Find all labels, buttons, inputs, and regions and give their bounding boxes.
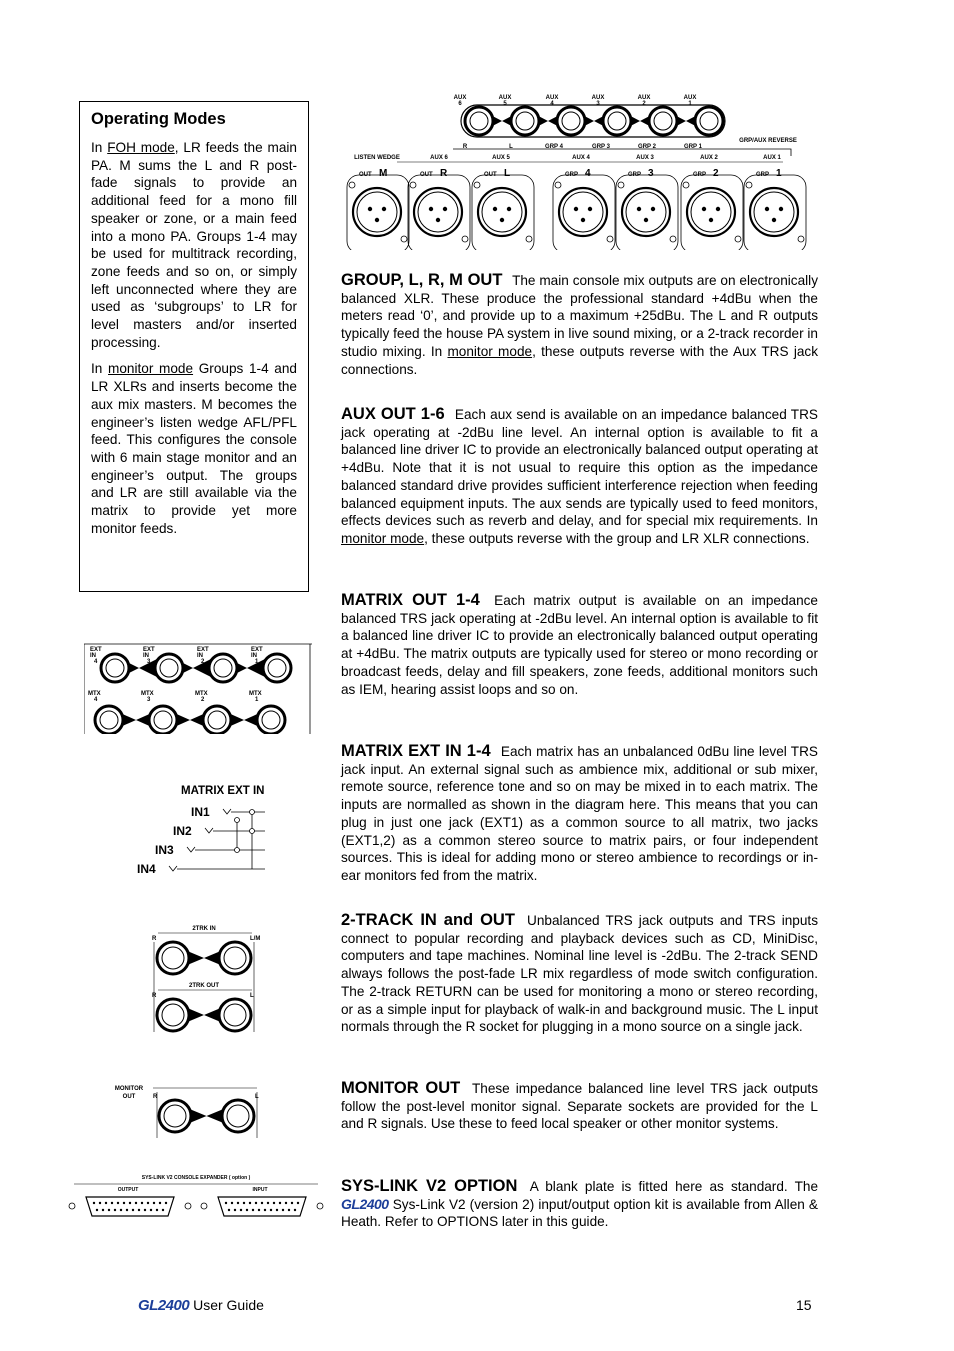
text: Each aux send is available on an impedance balanced TRS jack operating at -2dBu line level. An internal option is available to fit a balanced line driver IC to provide an electronically balanced output operating at +4dBu. Note that it is not usual to require this option as the impedance balanced standard drive provides sufficient interference rejection when feeding balanced equipment inputs. The aux sends are typically used to feed monitors, effects devices such as reverb and delay, and for special mix requirements. In [341, 407, 818, 529]
ext-jack [263, 654, 291, 682]
mid-label: GRP 2 [638, 144, 656, 150]
pin [93, 1202, 95, 1204]
xlr-prefix: OUT [484, 172, 497, 178]
text: In [91, 361, 109, 377]
aux-label: AUX [453, 95, 467, 101]
pin [234, 1209, 236, 1211]
xlr-pin [500, 218, 504, 222]
matrix-out-section [341, 592, 818, 698]
xlr-pin [429, 207, 433, 211]
xlr-pin [716, 207, 720, 211]
pin [120, 1209, 122, 1211]
pin [267, 1202, 269, 1204]
screw-icon [683, 182, 689, 188]
matrix-ext-section [341, 743, 818, 885]
mtx-label: MTX [141, 691, 154, 697]
pin [147, 1202, 149, 1204]
pin [129, 1202, 131, 1204]
pin [123, 1202, 125, 1204]
ext-jack [209, 654, 237, 682]
mtx-label: MTX [88, 691, 101, 697]
aux-jack [695, 107, 723, 135]
pin [276, 1209, 278, 1211]
xlr-socket [478, 188, 526, 236]
pin [153, 1202, 155, 1204]
monitor-mode-link: monitor mode [108, 361, 194, 377]
xlr-socket [750, 188, 798, 236]
text: , these outputs reverse with the Aux TRS jack connections. [341, 343, 819, 377]
sys-link-title: SYS-LINK V2 CONSOLE EXPANDER ( option ) [141, 1175, 251, 1181]
aux-label: 3 [596, 101, 600, 107]
text: These impedance balanced line level TRS jack outputs follow the post-level monitor signal. Separate sockets are provided for the L and R signals. Use these to feed local speaker or other monitor systems. [341, 1081, 819, 1132]
pin [111, 1202, 113, 1204]
ext-label: 3 [147, 659, 151, 665]
ext-in-label: IN3 [155, 843, 174, 857]
screw-icon [185, 1203, 191, 1209]
xlr-label: 1 [776, 168, 782, 179]
pin [258, 1209, 260, 1211]
monitor-label-1: MONITOR [114, 1086, 144, 1092]
pin [255, 1202, 257, 1204]
ext-label: IN [143, 653, 149, 659]
aux-jack [511, 107, 539, 135]
ext-label: 1 [255, 659, 259, 665]
xlr-pin [574, 207, 578, 211]
ext-label: EXT [143, 647, 155, 653]
text: A blank plate is fitted here as standard. The [529, 1179, 819, 1194]
screw-icon [555, 182, 561, 188]
node-icon [235, 848, 240, 853]
xlr-pin [581, 218, 585, 222]
pin [240, 1209, 242, 1211]
jack-symbol-icon [223, 809, 231, 814]
xlr-pin [443, 207, 447, 211]
xlr-pin [368, 207, 372, 211]
pin [144, 1209, 146, 1211]
mid-label: GRP 1 [684, 144, 702, 150]
xlr-prefix: OUT [359, 172, 372, 178]
xlr-socket [353, 188, 401, 236]
node-icon [235, 818, 240, 823]
screw-icon [798, 236, 804, 242]
monitor-mode-link: monitor mode [341, 530, 425, 546]
aux-jacks [465, 107, 723, 135]
pin [228, 1209, 230, 1211]
pin [132, 1209, 134, 1211]
two-track-out-left: R [152, 993, 157, 999]
pin [126, 1209, 128, 1211]
mid-label: GRP 4 [545, 144, 563, 150]
ext-label: IN [251, 653, 257, 659]
xlr-socket [414, 188, 462, 236]
xlr-pin [493, 207, 497, 211]
footer-user-guide: User Guide [189, 1297, 264, 1313]
monitor-mode-link: monitor mode [447, 343, 533, 359]
pin [282, 1209, 284, 1211]
sys-link-heading: SYS-LINK V2 OPTION [341, 1177, 518, 1195]
screw-icon [462, 236, 468, 242]
xlr-label: 3 [648, 168, 654, 179]
screw-icon [735, 236, 741, 242]
pin [243, 1202, 245, 1204]
mtx-jack [203, 706, 231, 734]
xlr-prefix: GRP [693, 172, 707, 178]
xlr-prefix: OUT [420, 172, 433, 178]
lower-label: AUX 5 [492, 155, 510, 161]
pin [138, 1209, 140, 1211]
operating-modes-monitor-paragraph [91, 360, 297, 537]
pin [96, 1209, 98, 1211]
pin [279, 1202, 281, 1204]
screw-icon [317, 1203, 323, 1209]
text: Unbalanced TRS jack outputs and TRS inputs connect to popular recording and playback devices such as CD, MiniDisc, computers and tape machines. Nominal line level is -2dBu. The 2-track SEND always follows the post-fade LR mix regardless of mode switch configuration. The 2-track RETURN can be used for monitoring a mono or stereo recording, or as a simple input for playback of walk-in and background music. The L input normals through the R socket for plugging in a mono source on a single jack. [341, 913, 818, 1035]
aux-label: 6 [458, 101, 462, 107]
text: Each matrix output is available on an impedance balanced TRS jack operating at -2dBu level. An internal option is available to fit a balanced line driver IC to provide an electronically balanced output operating at +4dBu. The matrix outputs are typically used for stereo or mono recording or broadcast feeds, delay and fill speakers, zone feeds, additional monitors such as IEM, hearing assist loops and so on. [341, 593, 818, 697]
ext-label: IN [90, 653, 96, 659]
pin [288, 1209, 290, 1211]
monitor-out-section [341, 1080, 818, 1133]
lower-label: AUX 6 [430, 155, 448, 161]
foh-mode-link: FOH mode [107, 140, 175, 155]
two-track-heading: 2-TRACK IN and OUT [341, 911, 515, 929]
xlr-label: L [504, 168, 511, 179]
two-track-in-right: L/M [250, 936, 261, 942]
jack-symbol-icon [169, 866, 177, 871]
lower-label: AUX 2 [700, 155, 718, 161]
mid-label: R [462, 144, 468, 150]
matrix-out-heading: MATRIX OUT 1-4 [341, 591, 480, 609]
text: , LR feeds the main PA. M sums the L and R post-fade signals to provide an additional feed for a mono fill speaker or zone, or a main feed into a mono PA. Groups 1-4 may be used for multitrack recording, zone feeds and so on, or simply left unconnected where they are used as ‘subgroups’ to LR for level masters and/or inserted processing. [91, 140, 297, 350]
lower-label: AUX 1 [763, 155, 781, 161]
ext-label: 4 [94, 659, 98, 665]
ext-in-label: IN4 [137, 862, 156, 876]
xlr-pin [702, 207, 706, 211]
screw-icon [201, 1203, 207, 1209]
mtx-label: 2 [201, 697, 205, 703]
xlr-label: R [440, 168, 448, 179]
pin [141, 1202, 143, 1204]
ext-label: 2 [201, 659, 205, 665]
aux-jack [557, 107, 585, 135]
sys-link-section [341, 1178, 818, 1231]
pin [156, 1209, 158, 1211]
matrix-ext-normalling-diagram [135, 780, 275, 880]
xlr-pin [588, 207, 592, 211]
aux-label: AUX [637, 95, 651, 101]
pin [246, 1209, 248, 1211]
ext-jack [155, 654, 183, 682]
xlr-pin [779, 207, 783, 211]
mtx-label: 4 [94, 697, 98, 703]
aux-out-section [341, 406, 818, 548]
sys-link-diagram [62, 1170, 330, 1222]
ext-jack [101, 654, 129, 682]
xlr-pin [507, 207, 511, 211]
text: , these outputs reverse with the group and LR XLR connections. [424, 530, 810, 546]
monitor-label-2: OUT [122, 1094, 136, 1100]
xlr-pin [765, 207, 769, 211]
jack-symbol-icon [187, 847, 195, 852]
xlr-label: M [379, 168, 388, 179]
pin [159, 1202, 161, 1204]
aux-label: 5 [503, 101, 507, 107]
mtx-label: MTX [249, 691, 262, 697]
pin [297, 1202, 299, 1204]
lower-label: AUX 4 [572, 155, 590, 161]
pin [165, 1202, 167, 1204]
aux-label: AUX [545, 95, 559, 101]
aux-label: AUX [683, 95, 697, 101]
operating-modes-box [79, 101, 309, 592]
pin [270, 1209, 272, 1211]
xlr-socket [622, 188, 670, 236]
jack-symbol-icon [205, 828, 213, 833]
xlr-pin [382, 207, 386, 211]
aux-label: 1 [688, 101, 692, 107]
text: The main console mix outputs are on electronically balanced XLR. These produce the professional standard +4dBu when the meters read ‘0’, and provide up to a maximum +25dBu. The L and R outputs typically feed the house PA system in live sound mixing, or a 2-track recorder in studio mixing. In [341, 273, 818, 359]
aux-label: AUX [591, 95, 605, 101]
pin [261, 1202, 263, 1204]
xlr-pin [709, 218, 713, 222]
monitor-out-heading: MONITOR OUT [341, 1079, 461, 1097]
text: Sys-Link V2 (version 2) input/output option kit is available from Allen & Heath. Refer to OPTIONS later in this guide. [341, 1196, 818, 1230]
ext-in-label: IN2 [173, 824, 192, 838]
xlr-pin [644, 218, 648, 222]
screw-icon [746, 182, 752, 188]
text: In [91, 140, 108, 155]
xlr-label: 4 [585, 168, 591, 179]
mtx-jack [95, 706, 123, 734]
pin [108, 1209, 110, 1211]
text: Each matrix has an unbalanced 0dBu line level TRS jack input. An external signal such as ambience mix, additional or sub mixer, remote source, reference tone and so on may be mixed in to each matrix. The inputs are normalled as shown in the diagram here. This means that you can plug in just one jack (EXT1) as a common source to all matrix, two jacks (EXT1,2) as a common stereo source to matrix pairs, or four independent sources. This is ideal for adding mono or stereo ambience to recordings or in-ear monitors fed from the matrix. [341, 744, 818, 883]
ext-in-label: IN1 [191, 805, 210, 819]
mtx-jack [149, 706, 177, 734]
gl2400-logo: GL2400 [341, 1195, 389, 1212]
screw-icon [410, 182, 416, 188]
operating-modes-title: Operating Modes [91, 110, 226, 128]
two-track-section [341, 912, 818, 1036]
aux-label: AUX [498, 95, 512, 101]
pin [294, 1209, 296, 1211]
mtx-label: 1 [255, 697, 259, 703]
gl2400-logo: GL2400 [138, 1297, 190, 1314]
xlr-connectors [347, 168, 806, 250]
pin [114, 1209, 116, 1211]
pin [231, 1202, 233, 1204]
two-track-in-left: R [152, 936, 157, 942]
screw-icon [618, 182, 624, 188]
mid-label: L [509, 144, 513, 150]
ext-label: IN [197, 653, 203, 659]
mtx-label: MTX [195, 691, 208, 697]
screw-icon [401, 236, 407, 242]
pin [105, 1202, 107, 1204]
matrix-ext-title: MATRIX EXT IN [181, 785, 265, 797]
xlr-pin [375, 218, 379, 222]
aux-jack [465, 107, 493, 135]
rear-panel-outputs-diagram [343, 88, 813, 250]
pin [162, 1209, 164, 1211]
pin [117, 1202, 119, 1204]
aux-label: 2 [642, 101, 646, 107]
monitor-left: R [153, 1094, 158, 1100]
lower-label: AUX 3 [636, 155, 654, 161]
pin [225, 1202, 227, 1204]
screw-icon [526, 236, 532, 242]
pin [102, 1209, 104, 1211]
pin [285, 1202, 287, 1204]
mtx-label: 3 [147, 697, 151, 703]
d-sub-output-connector [86, 1197, 174, 1216]
xlr-socket [687, 188, 735, 236]
lower-label: LISTEN WEDGE [354, 155, 400, 161]
matrix-ext-heading: MATRIX EXT IN 1-4 [341, 742, 491, 760]
text: Groups 1-4 and LR XLRs and inserts become the aux mix masters. M becomes the engineer’s listen wedge AFL/PFL feed. This configures the console with 6 main stage monitor and an engineer’s output. The groups and LR are still available via the matrix to provide yet more monitor feeds. [91, 361, 297, 536]
operating-modes-foh-paragraph [91, 139, 297, 351]
xlr-prefix: GRP [628, 172, 642, 178]
two-track-out-right: L [250, 993, 254, 999]
pin [291, 1202, 293, 1204]
monitor-right: L [255, 1094, 259, 1100]
xlr-pin [637, 207, 641, 211]
xlr-socket [559, 188, 607, 236]
two-track-in-label: 2TRK IN [192, 926, 216, 932]
pin [249, 1202, 251, 1204]
pin [252, 1209, 254, 1211]
screw-icon [670, 236, 676, 242]
pin [237, 1202, 239, 1204]
matrix-panel-diagram [84, 640, 312, 734]
lower-labels [354, 155, 781, 161]
screw-icon [607, 236, 613, 242]
d-sub-input-connector [218, 1197, 306, 1216]
node-icon [250, 810, 255, 815]
aux-jack [649, 107, 677, 135]
ext-label: EXT [251, 647, 263, 653]
sys-link-output: OUTPUT [117, 1187, 139, 1193]
xlr-pin [772, 218, 776, 222]
pin [99, 1202, 101, 1204]
aux-jack [603, 107, 631, 135]
screw-icon [349, 182, 355, 188]
xlr-pin [436, 218, 440, 222]
reverse-label: GRP/AUX REVERSE [739, 138, 797, 144]
monitor-out-diagram [105, 1080, 275, 1140]
pin [264, 1209, 266, 1211]
screw-icon [69, 1203, 75, 1209]
two-track-out-label: 2TRK OUT [189, 983, 219, 989]
xlr-pin [651, 207, 655, 211]
mid-label: GRP 3 [592, 144, 610, 150]
aux-label: 4 [550, 101, 554, 107]
xlr-prefix: GRP [756, 172, 770, 178]
footer-title [138, 1297, 264, 1314]
ext-label: EXT [197, 647, 209, 653]
node-icon [250, 829, 255, 834]
page-number: 15 [796, 1297, 812, 1313]
pin [135, 1202, 137, 1204]
xlr-label: 2 [713, 168, 719, 179]
screw-icon [474, 182, 480, 188]
sys-link-input: INPUT [252, 1187, 268, 1193]
pin [273, 1202, 275, 1204]
group-out-section [341, 272, 818, 378]
mtx-jack [257, 706, 285, 734]
pin [150, 1209, 152, 1211]
ext-label: EXT [90, 647, 102, 653]
aux-out-heading: AUX OUT 1-6 [341, 405, 445, 423]
xlr-prefix: GRP [565, 172, 579, 178]
two-track-diagram [150, 922, 270, 1037]
group-out-heading: GROUP, L, R, M OUT [341, 271, 503, 289]
